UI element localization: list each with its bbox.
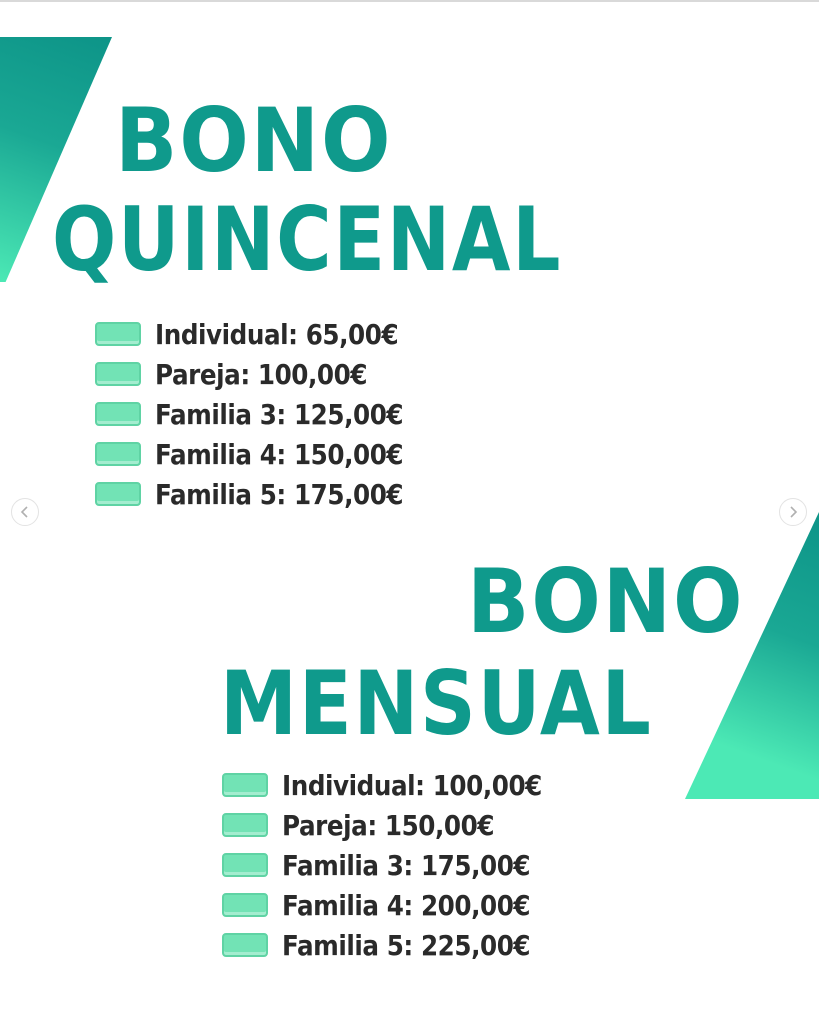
checkbox-icon (222, 893, 268, 917)
checkbox-icon (222, 773, 268, 797)
price-label: Familia 4: 150,00€ (155, 437, 404, 471)
list-item (95, 314, 437, 354)
checkbox-icon (222, 853, 268, 877)
section-title-line2: MENSUAL (220, 652, 653, 755)
top-divider (0, 0, 819, 2)
price-label: Individual: 100,00€ (282, 768, 542, 802)
price-label: Familia 5: 225,00€ (282, 928, 531, 962)
section-title-line1: BONO (467, 550, 745, 653)
chevron-right-icon (788, 506, 798, 518)
list-item (222, 805, 577, 845)
carousel-next-button[interactable] (779, 498, 807, 526)
checkbox-icon (222, 933, 268, 957)
checkbox-icon (95, 482, 141, 506)
price-label: Familia 3: 175,00€ (282, 848, 531, 882)
checkbox-icon (95, 442, 141, 466)
price-label: Pareja: 150,00€ (282, 808, 495, 842)
checkbox-icon (95, 402, 141, 426)
list-item (95, 474, 437, 514)
section-title-line1: BONO (115, 89, 393, 192)
price-list (222, 765, 577, 965)
checkbox-icon (95, 362, 141, 386)
list-item (222, 885, 577, 925)
list-item (222, 925, 577, 965)
checkbox-icon (95, 322, 141, 346)
list-item (222, 765, 577, 805)
carousel-prev-button[interactable] (11, 498, 39, 526)
price-label: Familia 3: 125,00€ (155, 397, 404, 431)
price-label: Familia 5: 175,00€ (155, 477, 404, 511)
price-label: Familia 4: 200,00€ (282, 888, 531, 922)
chevron-left-icon (20, 506, 30, 518)
section-title-line2: QUINCENAL (52, 188, 563, 291)
list-item (95, 434, 437, 474)
price-label: Individual: 65,00€ (155, 317, 399, 351)
price-list (95, 314, 437, 514)
list-item (95, 394, 437, 434)
checkbox-icon (222, 813, 268, 837)
price-label: Pareja: 100,00€ (155, 357, 368, 391)
list-item (95, 354, 437, 394)
list-item (222, 845, 577, 885)
